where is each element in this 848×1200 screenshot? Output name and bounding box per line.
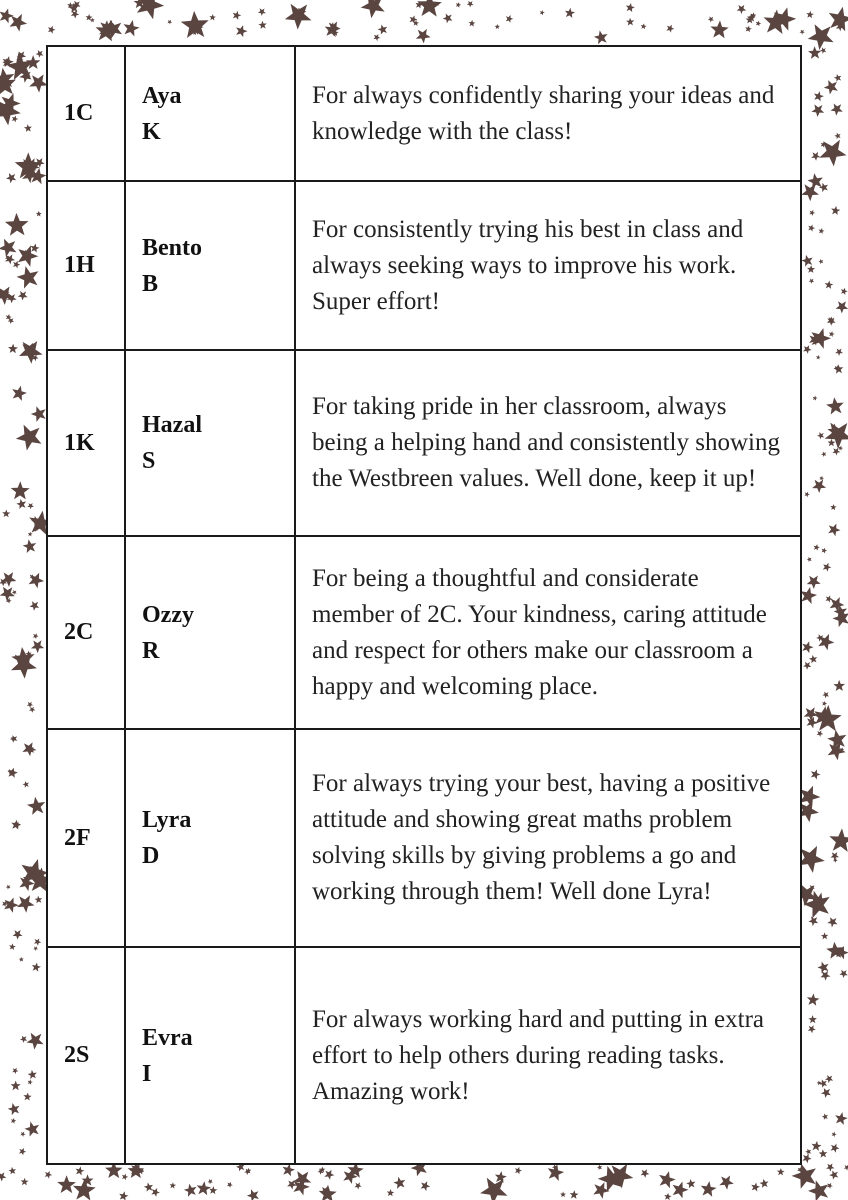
star-icon	[258, 8, 266, 16]
star-icon	[10, 14, 28, 32]
star-icon	[73, 1178, 96, 1200]
star-icon	[597, 1165, 602, 1170]
star-icon	[751, 1183, 760, 1192]
star-icon	[480, 1178, 507, 1200]
class-cell	[47, 181, 125, 350]
star-icon	[819, 228, 825, 234]
pupil-initial: K	[142, 118, 161, 145]
star-icon	[805, 492, 810, 498]
star-icon	[17, 895, 35, 912]
star-icon	[808, 225, 815, 232]
star-icon	[35, 896, 43, 904]
star-icon	[0, 239, 17, 257]
star-icon	[808, 173, 823, 189]
star-icon	[839, 970, 847, 978]
star-icon	[5, 254, 15, 264]
star-icon	[27, 503, 34, 509]
star-icon	[659, 1171, 676, 1188]
star-icon	[324, 1170, 334, 1180]
star-icon	[495, 24, 500, 29]
star-icon	[19, 957, 24, 962]
award-reason: For taking pride in her classroom, always being a helping hand and consistently showing the Westbreen values. Well done, keep it up!	[312, 393, 780, 492]
name-cell	[125, 729, 295, 947]
star-icon	[808, 916, 818, 926]
star-icon	[822, 548, 828, 554]
star-icon	[11, 1118, 17, 1124]
star-icon	[819, 1079, 827, 1087]
star-icon	[745, 26, 752, 33]
name-cell	[125, 46, 295, 181]
star-icon	[57, 1175, 76, 1193]
star-icon	[825, 281, 834, 289]
star-icon	[822, 692, 829, 699]
star-icon	[515, 1167, 522, 1175]
star-icon	[812, 1141, 822, 1151]
star-icon	[27, 702, 33, 708]
star-icon	[247, 1189, 259, 1200]
star-icon	[9, 943, 16, 950]
star-icon	[814, 91, 824, 101]
star-icon	[811, 769, 821, 779]
star-icon	[12, 1068, 18, 1074]
star-icon	[285, 4, 312, 30]
award-reason: For consistently trying his best in class and always seeking ways to improve his work. Super effort!	[312, 215, 744, 315]
star-icon	[834, 74, 842, 82]
star-icon	[28, 1070, 37, 1079]
star-icon	[820, 47, 826, 54]
star-icon	[23, 539, 37, 553]
star-icon	[30, 601, 40, 611]
star-icon	[0, 1172, 6, 1181]
name-cell	[125, 536, 295, 729]
star-icon	[811, 152, 820, 161]
star-icon	[6, 173, 16, 183]
star-icon	[2, 510, 10, 518]
star-icon	[24, 124, 32, 132]
awards-table	[46, 45, 802, 1165]
star-icon	[807, 993, 820, 1005]
star-icon	[825, 1075, 833, 1083]
star-icon	[17, 266, 39, 289]
star-icon	[673, 1182, 689, 1199]
class-cell	[47, 536, 125, 729]
class-label: 1K	[64, 429, 95, 456]
star-icon	[626, 3, 635, 12]
star-icon	[830, 504, 836, 510]
star-icon	[570, 1190, 579, 1199]
star-icon	[4, 898, 19, 913]
award-reason: For always trying your best, having a positive attitude and showing great maths problem solving skills by giving problems a go and working through them! Well done Lyra!	[312, 770, 771, 905]
star-icon	[821, 1088, 831, 1098]
star-icon	[144, 1182, 153, 1191]
star-icon	[548, 1164, 565, 1181]
star-icon	[22, 742, 36, 756]
class-cell	[47, 729, 125, 947]
name-cell	[125, 350, 295, 536]
star-icon	[831, 852, 840, 860]
name-cell	[125, 181, 295, 350]
star-icon	[456, 2, 462, 8]
star-icon	[469, 20, 476, 27]
star-icon	[151, 1188, 160, 1197]
star-icon	[20, 1132, 25, 1137]
star-icon	[829, 828, 848, 852]
star-icon	[817, 730, 824, 737]
star-icon	[710, 20, 728, 38]
reason-cell	[295, 729, 801, 947]
star-icon	[824, 80, 838, 94]
star-icon	[792, 1163, 816, 1188]
table-row	[47, 729, 801, 947]
reason-cell	[295, 46, 801, 181]
star-icon	[21, 1178, 29, 1186]
star-icon	[16, 499, 26, 509]
star-icon	[826, 595, 833, 602]
star-icon	[831, 1144, 840, 1153]
star-icon	[807, 557, 812, 562]
star-icon	[828, 439, 836, 447]
star-icon	[819, 1149, 828, 1158]
star-icon	[76, 1166, 85, 1175]
star-icon	[814, 544, 820, 551]
star-icon	[818, 259, 823, 264]
star-icon	[804, 707, 818, 721]
star-icon	[8, 1167, 16, 1175]
pupil-initial: B	[142, 270, 159, 297]
star-icon	[826, 1163, 834, 1171]
pupil-first-name: Aya	[142, 82, 182, 109]
star-icon	[737, 5, 747, 14]
pupil-initial: I	[142, 1060, 152, 1087]
star-icon	[18, 291, 28, 300]
star-icon	[33, 946, 38, 951]
star-icon	[819, 183, 828, 192]
star-icon	[0, 9, 14, 24]
star-icon	[16, 425, 42, 451]
star-icon	[167, 20, 172, 25]
star-icon	[819, 476, 824, 481]
star-icon	[32, 963, 41, 972]
star-icon	[808, 1180, 828, 1200]
star-icon	[48, 26, 56, 34]
star-icon	[45, 1171, 53, 1179]
star-icon	[803, 662, 811, 670]
star-icon	[293, 1171, 311, 1189]
award-reason: For always confidently sharing your ideas and knowledge with the class!	[312, 81, 775, 145]
star-icon	[421, 1181, 431, 1191]
award-reason: For always working hard and putting in extra effort to help others during reading tasks. Amazing work!	[312, 1005, 764, 1105]
star-icon	[777, 1168, 785, 1175]
star-icon	[760, 1179, 769, 1188]
star-icon	[361, 0, 385, 18]
star-icon	[467, 1, 474, 8]
star-icon	[827, 917, 837, 927]
star-icon	[719, 1176, 734, 1190]
star-icon	[594, 30, 608, 44]
table-row	[47, 536, 801, 729]
star-icon	[5, 213, 29, 236]
star-icon	[808, 1015, 817, 1023]
star-icon	[28, 1079, 33, 1084]
star-icon	[829, 1170, 838, 1179]
star-icon	[19, 1148, 26, 1155]
star-icon	[23, 1093, 31, 1101]
star-icon	[227, 1182, 233, 1188]
star-icon	[31, 640, 44, 653]
star-icon	[821, 452, 826, 458]
star-icon	[236, 25, 247, 37]
star-icon	[34, 938, 41, 945]
star-icon	[13, 930, 23, 940]
star-icon	[831, 206, 840, 215]
star-icon	[832, 1132, 837, 1137]
star-icon	[0, 98, 21, 126]
star-icon	[808, 24, 834, 50]
star-icon	[90, 18, 95, 23]
star-icon	[812, 480, 826, 493]
star-icon	[708, 16, 714, 22]
star-icon	[209, 14, 216, 21]
class-label: 2F	[64, 824, 91, 851]
star-icon	[355, 1182, 362, 1189]
star-icon	[124, 20, 140, 36]
star-icon	[27, 797, 45, 815]
star-icon	[641, 23, 647, 29]
star-icon	[809, 210, 815, 216]
star-icon	[119, 1191, 128, 1200]
star-icon	[817, 962, 828, 974]
table-row	[47, 947, 801, 1164]
reason-cell	[295, 947, 801, 1164]
class-label: 2C	[64, 619, 94, 645]
star-icon	[822, 1113, 828, 1119]
star-icon	[565, 8, 575, 18]
star-icon	[12, 590, 17, 595]
star-icon	[11, 1081, 21, 1091]
star-icon	[802, 641, 813, 653]
star-icon	[36, 50, 44, 58]
star-icon	[122, 1174, 128, 1181]
star-icon	[803, 345, 812, 354]
star-icon	[393, 1177, 405, 1189]
star-icon	[0, 587, 15, 602]
star-icon	[807, 576, 821, 589]
table-row	[47, 350, 801, 536]
star-icon	[325, 22, 340, 37]
star-icon	[807, 265, 815, 273]
pupil-initial: S	[142, 448, 156, 474]
star-icon	[817, 432, 824, 439]
star-icon	[666, 25, 674, 33]
star-icon	[8, 1103, 20, 1115]
star-icon	[834, 133, 840, 140]
star-icon	[800, 587, 817, 604]
star-icon	[26, 55, 41, 69]
pupil-first-name: Lyra	[142, 807, 192, 833]
class-label: 1C	[64, 100, 94, 126]
star-icon	[373, 34, 380, 41]
star-icon	[826, 397, 844, 414]
star-icon	[833, 680, 845, 691]
star-icon	[811, 104, 824, 117]
star-icon	[8, 344, 18, 354]
star-icon	[800, 30, 805, 35]
star-icon	[813, 396, 818, 401]
star-icon	[387, 1189, 395, 1196]
star-icon	[6, 885, 11, 890]
star-icon	[822, 701, 827, 706]
star-icon	[641, 1169, 650, 1178]
star-icon	[801, 184, 819, 201]
star-icon	[443, 14, 453, 24]
reason-cell	[295, 536, 801, 729]
star-icon	[20, 1036, 27, 1043]
star-icon	[664, 1193, 671, 1200]
award-reason: For being a thoughtful and considerate member of 2C. Your kindness, caring attitude and respect for others make our classroom a happy and welcoming place.	[312, 564, 767, 700]
star-icon	[12, 116, 19, 123]
pupil-first-name: Bento	[142, 234, 202, 261]
star-icon	[71, 10, 80, 19]
star-icon	[835, 1112, 848, 1125]
star-icon	[831, 104, 843, 116]
star-icon	[23, 781, 30, 788]
star-icon	[836, 301, 848, 313]
pupil-initial: R	[142, 637, 160, 664]
star-icon	[33, 633, 39, 639]
star-icon	[806, 11, 814, 19]
star-icon	[701, 1181, 717, 1197]
star-icon	[626, 18, 634, 26]
pupil-initial: D	[142, 843, 160, 869]
reason-cell	[295, 181, 801, 350]
star-icon	[825, 423, 848, 449]
star-icon	[844, 1165, 848, 1171]
star-icon	[686, 1179, 695, 1188]
star-icon	[835, 349, 843, 356]
star-icon	[233, 11, 242, 20]
star-icon	[817, 1081, 822, 1086]
star-icon	[11, 481, 30, 499]
star-icon	[25, 1122, 40, 1137]
star-icon	[540, 10, 545, 15]
star-icon	[208, 1179, 213, 1184]
star-icon	[809, 278, 815, 283]
star-icon	[31, 406, 46, 422]
class-label: 2S	[64, 1042, 90, 1068]
star-icon	[756, 21, 762, 27]
star-icon	[506, 15, 513, 23]
table-row	[47, 46, 801, 181]
star-icon	[828, 524, 840, 537]
star-icon	[841, 288, 848, 295]
star-icon	[808, 1025, 816, 1033]
star-icon	[801, 255, 812, 267]
star-icon	[258, 21, 266, 29]
star-icon	[197, 1181, 211, 1195]
table-row	[47, 181, 801, 350]
class-cell	[47, 46, 125, 181]
star-icon	[12, 386, 27, 401]
star-icon	[36, 211, 42, 217]
pupil-first-name: Ozzy	[142, 601, 194, 628]
star-icon	[809, 655, 817, 663]
star-icon	[378, 25, 388, 35]
star-icon	[416, 29, 431, 44]
star-icon	[823, 563, 832, 572]
star-icon	[816, 355, 821, 360]
star-icon	[184, 1184, 197, 1197]
star-icon	[29, 573, 44, 589]
pupil-first-name: Hazal	[142, 412, 202, 438]
star-icon	[283, 1164, 296, 1177]
name-cell	[125, 947, 295, 1164]
star-icon	[829, 331, 835, 337]
reason-cell	[295, 350, 801, 536]
star-icon	[827, 1183, 833, 1189]
star-icon	[834, 364, 844, 374]
class-cell	[47, 947, 125, 1164]
class-label: 1H	[64, 252, 95, 278]
pupil-first-name: Evra	[142, 1024, 193, 1051]
star-icon	[31, 244, 40, 253]
class-cell	[47, 350, 125, 536]
star-icon	[27, 1033, 44, 1050]
star-icon	[802, 1154, 811, 1163]
star-icon	[821, 932, 828, 939]
star-icon	[170, 1182, 177, 1188]
star-icon	[805, 1149, 811, 1155]
star-icon	[560, 1191, 566, 1197]
